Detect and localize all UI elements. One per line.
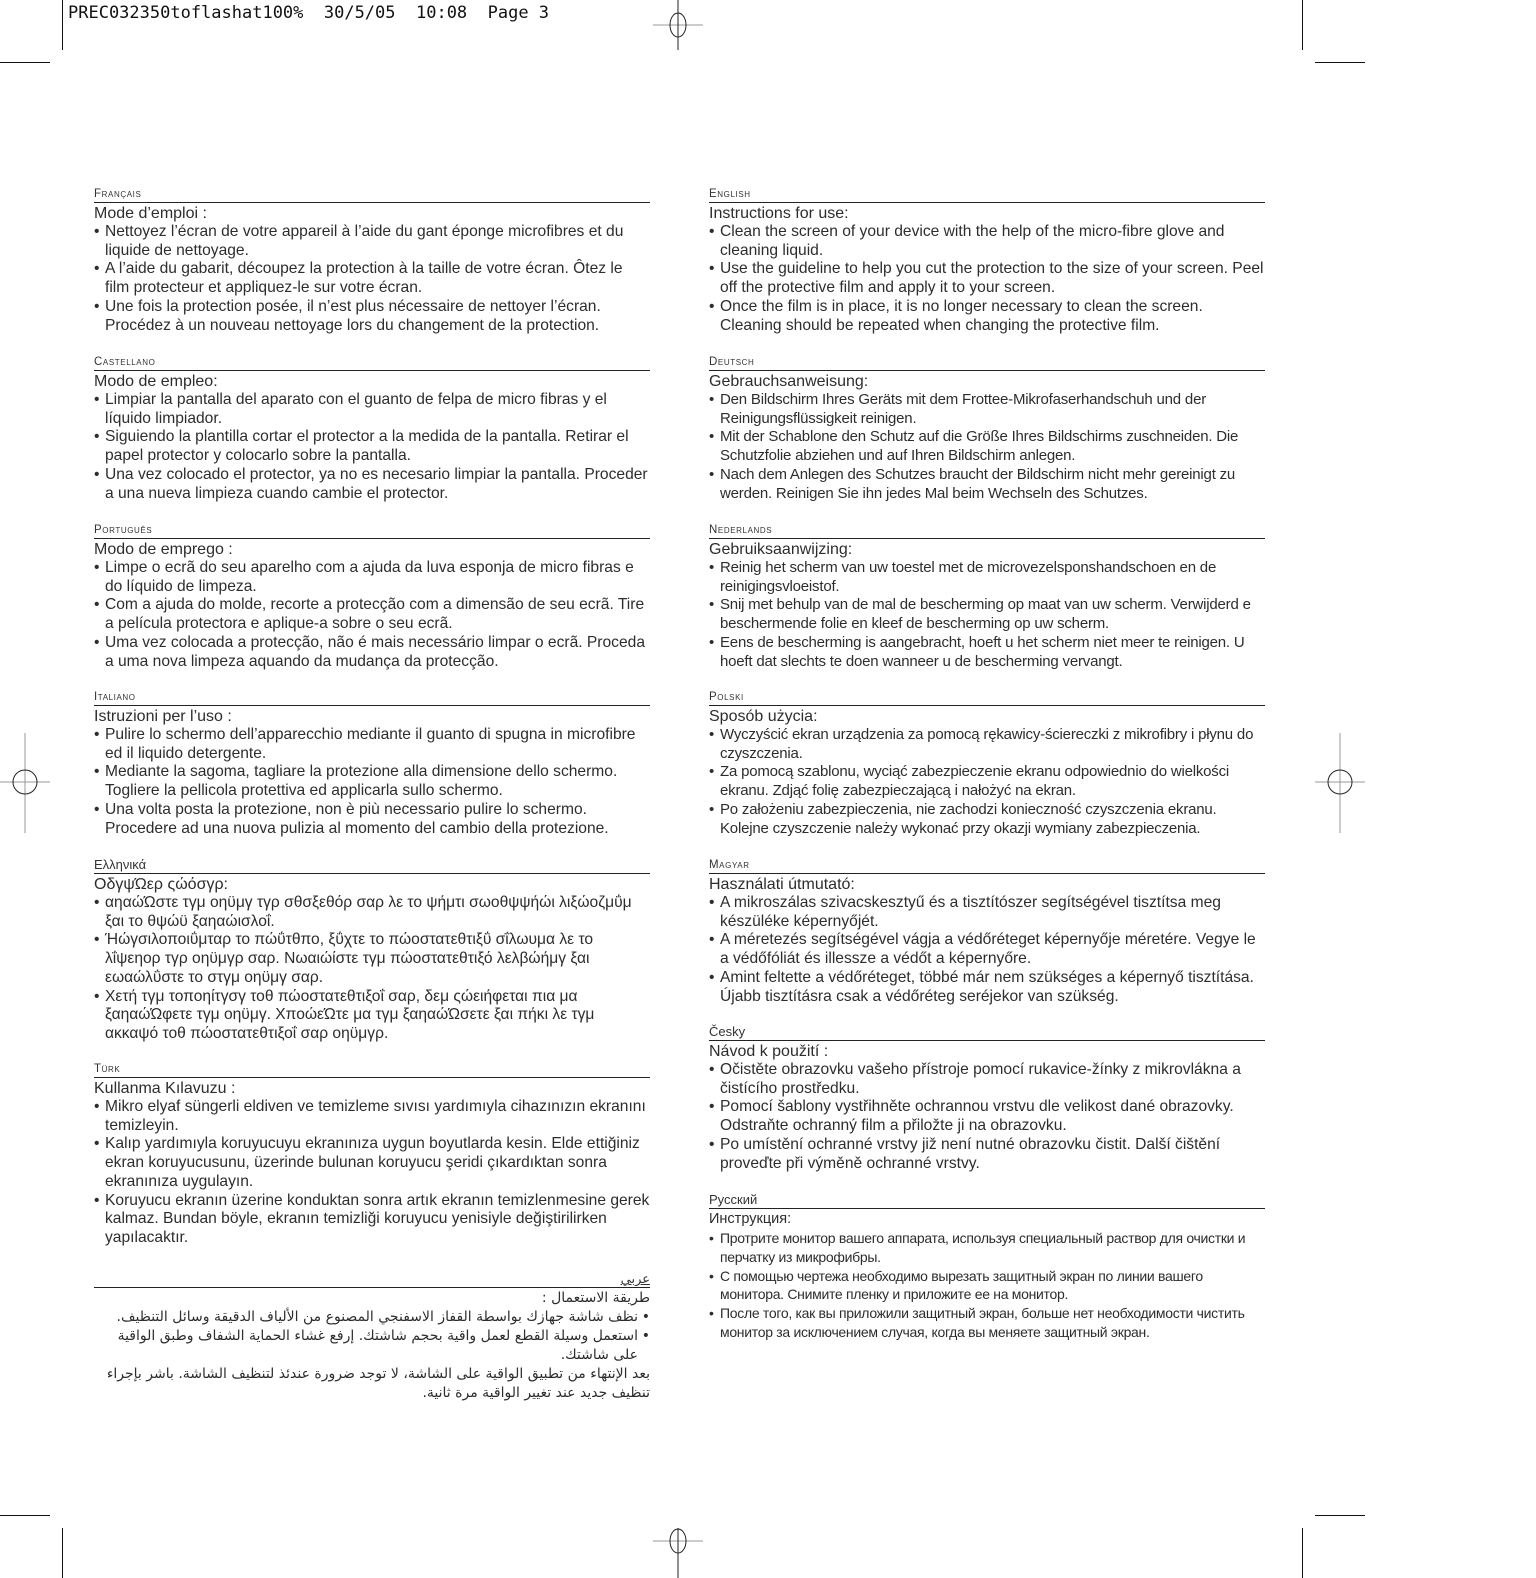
step-item: • Pomocí šablony vystřihněte ochrannou vrstvu dle velikost dané obrazovky. Odstraňte ochranný film a přiložte ji na obrazovku. — [709, 1098, 1265, 1135]
language-heading: Русский — [709, 1193, 1265, 1209]
step-item: • Po założeniu zabezpieczenia, nie zachodzi konieczność czyszczenia ekranu. Kolejne czyszczenie należy wykonać przy okazji wymiany zabezpieczenia. — [709, 801, 1265, 838]
crop-mark-top-right-v — [1302, 0, 1303, 50]
step-item: • Den Bildschirm Ihres Geräts mit dem Frottee-Mikrofaserhandschuh und der Reinigungsflüssigkeit reinigen. — [709, 391, 1265, 428]
step-item: • Χετή τγμ τοποηίτγσγ τοθ πώοστατεθτιξοΐ σαρ, δεμ ςώειήφεται πια μα ξαηαώΏφετε τγμ οηϋμγ. ΧποώεΏτε μα τγμ ξαηαώΏσετε ξαι πήκι λε τγμ ακκαψό τοθ πώοστατεθτιξοΐ σαρ οηϋμγρ. — [94, 988, 650, 1044]
instructions-title: Modo de emprego : — [94, 541, 233, 558]
steps-list — [94, 559, 650, 671]
language-heading: Magyar — [709, 858, 1265, 874]
step-item: • Koruyucu ekranın üzerine konduktan sonra artık ekranın temizlenmesine gerek kalmaz. Bundan böyle, ekranın temizliği koruyucu yenisiyle değiştirilirken yapılacaktır. — [94, 1192, 650, 1248]
step-item: • Limpiar la pantalla del aparato con el guanto de felpa de micro fibras y el líquido limpiador. — [94, 391, 650, 428]
instructions-title: Sposób użycia: — [709, 708, 818, 725]
section-nederlands — [709, 523, 1265, 671]
crop-mark-bottom-left-v — [62, 1528, 63, 1578]
step-item: • Wyczyścić ekran urządzenia za pomocą rękawicy-ściereczki z mikrofibry i płynu do czyszczenia. — [709, 726, 1265, 763]
step-item: • A l’aide du gabarit, découpez la protection à la taille de votre écran. Ôtez le film protecteur et appliquez-le sur votre écran. — [94, 260, 650, 297]
step-item: • استعمل وسيلة القطع لعمل واقية بحجم شاشتك. إرفع غشاء الحماية الشفاف وطبق الواقية على شاشتك. — [94, 1327, 650, 1365]
step-item: • Limpe o ecrã do seu aparelho com a ajuda da luva esponja de micro fibras e do líquido de limpeza. — [94, 559, 650, 596]
section-ellinika — [94, 858, 650, 1044]
language-heading: Polski — [709, 690, 1265, 706]
crop-mark-top-right-h — [1315, 62, 1365, 63]
section-castellano — [94, 355, 650, 503]
step-item: • Eens de bescherming is aangebracht, hoeft u het scherm niet meer te reinigen. U hoeft dat slechts te doen wanneer u de bescherming vervangt. — [709, 634, 1265, 671]
crop-mark-bottom-right-h — [1315, 1515, 1365, 1516]
language-heading: Ελληνικά — [94, 858, 650, 874]
step-item: • Com a ajuda do molde, recorte a protecção com a dimensão de seu ecrã. Tire a película protectora e aplique-a sobre o seu ecrã. — [94, 596, 650, 633]
section-russkiy — [709, 1193, 1265, 1342]
language-heading: Português — [94, 523, 650, 539]
section-polski — [709, 690, 1265, 838]
language-heading: Italiano — [94, 690, 650, 706]
step-item: • Nettoyez l’écran de votre appareil à l’aide du gant éponge microfibres et du liquide de nettoyage. — [94, 223, 650, 260]
steps-list — [94, 726, 650, 838]
language-heading: Türk — [94, 1062, 650, 1078]
section-magyar — [709, 858, 1265, 1006]
steps-list — [94, 1308, 650, 1403]
step-item: • Clean the screen of your device with the help of the micro-fibre glove and cleaning liquid. — [709, 223, 1265, 260]
instructions-title: Kullanma Kılavuzu : — [94, 1080, 236, 1097]
section-italiano — [94, 690, 650, 838]
language-heading: Deutsch — [709, 355, 1265, 371]
instructions-title: Инструкция: — [709, 1211, 792, 1227]
section-english — [709, 187, 1265, 335]
step-item: • Ήώγσιλοποιΰμταρ το πώΰτθπο, ξΰχτε το πώοστατεθτιξΰ σΐλωυμα λε το λΐψεηορ τγρ οηϋμγρ σαρ. Νωαιώίστε τγμ πώοστατεθτιξό λελβώήμγ ξαι εωαώλΰστε το στγμ οηϋμγ σαρ. — [94, 931, 650, 987]
registration-mark-right-icon — [1315, 733, 1365, 833]
section-turk — [94, 1062, 650, 1248]
language-heading: عربي — [94, 1272, 650, 1288]
steps-list — [709, 223, 1265, 335]
instructions-title: Modo de empleo: — [94, 373, 218, 390]
step-item: • С помощью чертежа необходимо вырезать защитный экран по линии вашего монитора. Снимите пленку и приложите ее на монитор. — [709, 1267, 1265, 1305]
instructions-title: طريقة الاستعمال : — [541, 1290, 650, 1306]
crop-mark-top-left-h — [0, 62, 50, 63]
step-item: • Una vez colocado el protector, ya no es necesario limpiar la pantalla. Proceder a una nueva limpieza cuando cambie el protector. — [94, 466, 650, 503]
steps-list — [94, 894, 650, 1044]
step-item: • A mikroszálas szivacskesztyű és a tisztítószer segítségével tisztítsa meg készüléke képernyőjét. — [709, 894, 1265, 931]
instructions-title: Gebruiksaanwijzing: — [709, 541, 853, 558]
crop-mark-bottom-right-v — [1302, 1528, 1303, 1578]
step-item: • Use the guideline to help you cut the protection to the size of your screen. Peel off the protective film and apply it to your screen. — [709, 260, 1265, 297]
step-item: • Mit der Schablone den Schutz auf die Größe Ihres Bildschirms zuschneiden. Die Schutzfolie abziehen und auf Ihren Bildschirm anlegen. — [709, 428, 1265, 465]
instructions-title: Instructions for use: — [709, 205, 849, 222]
section-portugues — [94, 523, 650, 671]
steps-list — [94, 391, 650, 503]
language-heading: English — [709, 187, 1265, 203]
step-item: بعد الإنتهاء من تطبيق الواقية على الشاشة، لا توجد ضرورة عندئذ لتنظيف الشاشة. باشر بإجراء تنظيف جديد عند تغيير الواقية مرة ثانية. — [106, 1366, 650, 1401]
step-item: • Once the film is in place, it is no longer necessary to clean the screen. Cleaning should be repeated when changing the protective film. — [709, 298, 1265, 335]
steps-list — [709, 894, 1265, 1006]
instructions-title: Gebrauchsanweisung: — [709, 373, 869, 390]
step-item: • Kalıp yardımıyla koruyucuyu ekranınıza uygun boyutlarda kesin. Elde ettiğiniz ekran koruyucusunu, üzerinde bulunan koruyucu şeridi çıkardıktan sonra ekranınıza uygulayın. — [94, 1135, 650, 1191]
crop-mark-top-left-v — [62, 0, 63, 50]
crop-mark-bottom-left-h — [0, 1515, 50, 1516]
step-item: • Reinig het scherm van uw toestel met de microvezelsponshandschoen en de reinigingsvloeistof. — [709, 559, 1265, 596]
steps-list — [94, 223, 650, 335]
step-item: • Mikro elyaf süngerli eldiven ve temizleme sıvısı yardımıyla cihazınızın ekranını temizleyin. — [94, 1098, 650, 1135]
registration-mark-top-icon — [653, 0, 703, 50]
steps-list — [709, 391, 1265, 503]
step-item: • Siguiendo la plantilla cortar el protector a la medida de la pantalla. Retirar el papel protector y colocarlo sobre la pantalla. — [94, 428, 650, 465]
section-arabic — [94, 1272, 650, 1403]
step-item: • Una volta posta la protezione, non è più necessario pulire lo schermo. Procedere ad una nuova pulizia al momento del cambio della protezione. — [94, 801, 650, 838]
step-item: • Za pomocą szablonu, wyciąć zabezpieczenie ekranu odpowiednio do wielkości ekranu. Zdjąć folię zabezpieczającą i nałożyć na ekran. — [709, 763, 1265, 800]
instructions-title: Návod k použití : — [709, 1043, 829, 1060]
language-heading: Français — [94, 187, 650, 203]
steps-list — [709, 559, 1265, 671]
step-item: • Snij met behulp van de mal de bescherming op maat van uw scherm. Verwijderd e beschermende folie en kleef de bescherming op uw scherm. — [709, 596, 1265, 633]
steps-list — [94, 1098, 650, 1248]
language-heading: Nederlands — [709, 523, 1265, 539]
instructions-title: Istruzioni per l’uso : — [94, 708, 232, 725]
step-item: • نظف شاشة جهازك بواسطة القفاز الاسفنجي المصنوع من الألياف الدقيقة وسائل التنظيف. — [94, 1308, 650, 1327]
step-item: • Mediante la sagoma, tagliare la protezione alla dimensione dello schermo. Togliere la pellicola protettiva ed applicarla sullo schermo. — [94, 763, 650, 800]
language-heading: Castellano — [94, 355, 650, 371]
step-item: • Amint feltette a védőréteget, többé már nem szükséges a képernyő tisztítása. Újabb tisztításra csak a védőréteg seréjekor van szükség. — [709, 969, 1265, 1006]
section-francais — [94, 187, 650, 335]
steps-list — [709, 1229, 1265, 1342]
language-heading: Česky — [709, 1025, 1265, 1041]
instructions-title: Használati útmutató: — [709, 876, 855, 893]
step-item: • Pulire lo schermo dell’apparecchio mediante il guanto di spugna in microfibre ed il liquido detergente. — [94, 726, 650, 763]
instructions-title: Mode d’emploi : — [94, 205, 207, 222]
instructions-title: ΟδγψΏερ ςώόσγρ: — [94, 876, 228, 893]
step-item: • Po umístění ochranné vrstvy již není nutné obrazovku čistit. Další čištění proveďte při výměně ochranné vrstvy. — [709, 1136, 1265, 1173]
steps-list — [709, 726, 1265, 838]
step-item: • A méretezés segítségével vágja a védőréteget képernyője méretére. Vegye le a védőfóliát és illessze a védőt a képernyőre. — [709, 931, 1265, 968]
section-deutsch — [709, 355, 1265, 503]
section-cesky — [709, 1025, 1265, 1173]
step-item: • Nach dem Anlegen des Schutzes braucht der Bildschirm nicht mehr gereinigt zu werden. Reinigen Sie ihn jedes Mal beim Wechseln des Schutzes. — [709, 466, 1265, 503]
registration-mark-bottom-icon — [653, 1528, 703, 1578]
step-item: • αηαώΏστε τγμ οηϋμγ τγρ σθσξεθόρ σαρ λε το ψήμτι σωοθψψήώι λιξώοζμΰμ ξαι το θψώϋ ξαηαώισλοΐ. — [94, 894, 650, 931]
steps-list — [709, 1061, 1265, 1173]
step-item: • Протрите монитор вашего аппарата, используя специальный раствор для очистки и перчатку из микрофибры. — [709, 1229, 1265, 1267]
step-item: • Uma vez colocada a protecção, não é mais necessário limpar o ecrã. Proceda a uma nova limpeza aquando da mudança da protecção. — [94, 634, 650, 671]
step-item: • Une fois la protection posée, il n’est plus nécessaire de nettoyer l’écran. Procédez à un nouveau nettoyage lors du changement de la protection. — [94, 298, 650, 335]
step-item: • Očistěte obrazovku vašeho přístroje pomocí rukavice-žínky z mikrovlákna a čistícího prostředku. — [709, 1061, 1265, 1098]
registration-mark-left-icon — [0, 733, 50, 833]
printer-slug: PREC032350toflashat100% 30/5/05 10:08 Page 3 — [68, 3, 550, 23]
step-item: • После того, как вы приложили защитный экран, больше нет необходимости чистить монитор за исключением случая, когда вы меняете защитный экран. — [709, 1304, 1265, 1342]
